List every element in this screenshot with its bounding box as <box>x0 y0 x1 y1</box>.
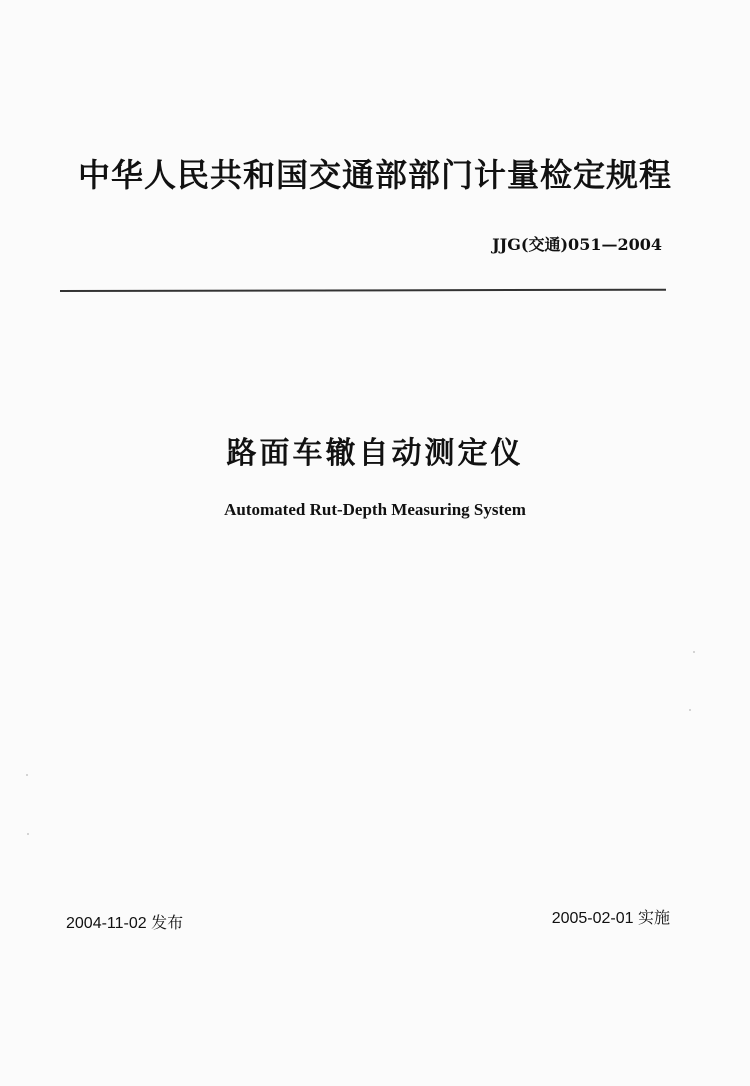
paper-speck <box>27 833 29 835</box>
document-header-title: 中华人民共和国交通部部门计量检定规程 <box>77 156 672 194</box>
issue-date: 2004-11-02 发布 <box>66 915 184 932</box>
english-title: Automated Rut-Depth Measuring System <box>224 500 526 519</box>
paper-speck <box>693 651 695 653</box>
standard-code: JJG(交通)051—2004 <box>492 235 662 254</box>
title-divider <box>60 289 666 292</box>
main-title: 路面车辙自动测定仪 <box>226 436 524 471</box>
implement-date: 2005-02-01 实施 <box>551 910 670 927</box>
paper-speck <box>689 709 691 711</box>
paper-speck <box>26 774 28 776</box>
